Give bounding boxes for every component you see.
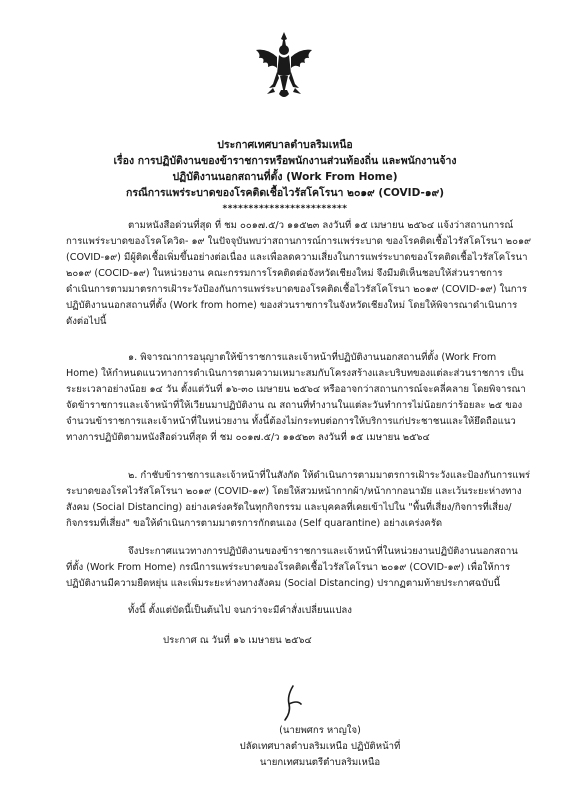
p2-line: ระยะเวลาอย่างน้อย ๑๔ วัน ตั้งแต่วันที่ ๑๖-๓๐ เมษายน ๒๕๖๔ หรืออาจกว่าสถานการณ์จะคลี่คลาย โดยพิจารณา [66, 384, 526, 395]
separator-stars: ************************ [222, 204, 348, 214]
p1-line: ๒๐๑๙ (COCID-๑๙) ในหน่วยงาน คณะกรรมการโรคติดต่อจังหวัดเชียงใหม่ จึงมีมติเห็นชอบให้ส่วนราชการ [66, 268, 503, 279]
p3-line: กิจกรรมที่เสี่ยง" ขอให้ดำเนินการตามมาตรการกักตนเอง (Self quarantine) อย่างเคร่งครัด [66, 518, 443, 529]
signer-position: ปลัดเทศบาลตำบลริมเหนือ ปฏิบัติหน้าที่ [239, 741, 401, 752]
closing-line: ทั้งนี้ ตั้งแต่บัดนี้เป็นต้นไป จนกว่าจะมีคำสั่งเปลี่ยนแปลง [128, 605, 352, 616]
signer-position-line2: นายกเทศมนตรีตำบลริมเหนือ [259, 757, 381, 768]
p4-line: ปฏิบัติงานมีความยืดหยุ่น และเพิ่มระยะห่างทางสังคม (Social Distancing) ปรากฏตามท้ายประกาศฉบับนี้ [66, 578, 501, 589]
p1-line: ปฏิบัติงานนอกสถานที่ตั้ง (Work from home) ของส่วนราชการในจังหวัดเชียงใหม่ โดยให้พิจารณาดำเนินการ [66, 300, 518, 311]
p1-line: ดังต่อไปนี้ [66, 316, 107, 327]
p2-line: จัดข้าราชการและเจ้าหน้าที่ให้เวียนมาปฏิบัติงาน ณ สถานที่ทำงานในแต่ละวันทำการไม่น้อยกว่าร้อยละ ๒๕ ของ [66, 400, 523, 411]
p4-line: ที่ตั้ง (Work From Home) กรณีการแพร่ระบาดของโรคติดเชื้อไวรัสโคโรนา ๒๐๑๙ (COVID-๑๙) เพื่อให้การ [66, 562, 511, 573]
announcement-subject-line2: ปฏิบัติงานนอกสถานที่ตั้ง (Work From Home) [172, 171, 398, 183]
p3-line: สังคม (Social Distancing) อย่างเคร่งครัดในทุกกิจกรรม และบุคคลที่เคยเข้าไปใน "พื้นที่เสี่ยง/กิจการที่เสี่ยง/ [66, 502, 512, 513]
garuda-emblem-icon [253, 30, 315, 102]
p1-line: ตามหนังสือด่วนที่สุด ที่ ชม ๐๐๑๗.๕/ว ๑๑๕๒๓ ลงวันที่ ๑๕ เมษายน ๒๕๖๔ แจ้งว่าสถานการณ์ [128, 220, 514, 231]
p2-line: Home) ให้กำหนดแนวทางการดำเนินการตามความเหมาะสมกับโครงสร้างและบริบทของแต่ละส่วนราชการ เป็น [66, 368, 524, 379]
announcement-subject: เรื่อง การปฏิบัติงานของข้าราชการหรือพนักงานส่วนท้องถิ่น และพนักงานจ้าง [113, 155, 457, 167]
p1-line: ดำเนินการตามมาตรการเฝ้าระวังป้องกันการแพร่ระบาดของโรคติดเชื้อไวรัสโคโรนา ๒๐๑๙ (COVID-๑๙) ในการ [66, 284, 528, 295]
announcement-org: ประกาศเทศบาลตำบลริมเหนือ [217, 139, 353, 151]
p3-line: ๒. กำชับข้าราชการและเจ้าหน้าที่ในสังกัด ให้ดำเนินการตามมาตรการเฝ้าระวังและป้องกันการแพร่ [128, 470, 531, 481]
p1-line: การแพร่ระบาดของโรคโควิด- ๑๙ ในปัจจุบันพบว่าสถานการณ์การแพร่ระบาด ของโรคติดเชื้อไวรัสโคโรนา ๒๐๑๙ [66, 236, 532, 247]
signer-name: (นายพศกร หาญใจ) [279, 725, 361, 736]
p1-line: (COVID-๑๙) มีผู้ติดเชื้อเพิ่มขึ้นอย่างต่อเนื่อง และเพื่อลดความเสี่ยงในการแพร่ระบาดของโรคติดเชื้อไวรัสโคโรนา [66, 252, 528, 263]
p2-line: ๑. พิจารณาการอนุญาตให้ข้าราชการและเจ้าหน้าที่ปฏิบัติงานนอกสถานที่ตั้ง (Work From [128, 352, 497, 363]
p4-line: จึงประกาศแนวทางการปฏิบัติงานของข้าราชการและเจ้าหน้าที่ในหน่วยงานปฏิบัติงานนอกสถาน [128, 546, 518, 557]
p3-line: ระบาดของโรคไวรัสโคโรนา ๒๐๑๙ (COVID-๑๙) โดยให้สวมหน้ากากผ้า/หน้ากากอนามัย และเว้นระยะห่างทาง [66, 486, 522, 497]
announcement-date: ประกาศ ณ วันที่ ๑๖ เมษายน ๒๕๖๔ [163, 635, 312, 646]
p2-line: ทางการปฏิบัติตามหนังสือด่วนที่สุด ที่ ชม ๐๐๑๗.๕/ว ๑๑๕๒๓ ลงวันที่ ๑๕ เมษายน ๒๕๖๔ [66, 432, 430, 443]
p2-line: จำนวนข้าราชการและเจ้าหน้าที่ในหน่วยงาน ทั้งนี้ต้องไม่กระทบต่อการให้บริการแก่ประชาชนและให้ยึดถือแนว [66, 416, 516, 427]
announcement-subject-line3: กรณีการแพร่ระบาดของโรคติดเชื้อไวรัสโคโรนา ๒๐๑๙ (COVID-๑๙) [125, 187, 445, 199]
handwritten-signature-icon [263, 682, 313, 724]
